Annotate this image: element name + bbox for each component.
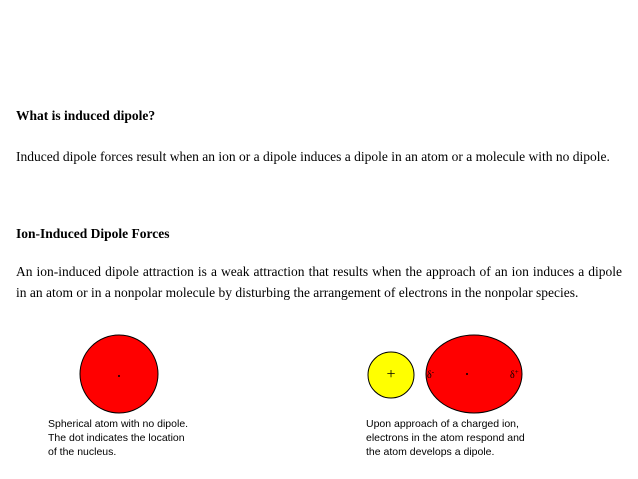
ion-charge-label: + xyxy=(386,366,396,383)
dipole-diagram xyxy=(0,330,638,420)
induced-dipole-definition: Induced dipole forces result when an ion or a dipole induces a dipole in an atom or a molecule with no dipole. xyxy=(16,149,610,164)
induced-dipole-heading: What is induced dipole? xyxy=(16,108,156,123)
polarized-nucleus-dot xyxy=(466,373,468,375)
caption-line: Upon approach of a charged ion, xyxy=(366,418,519,430)
caption-line: electrons in the atom respond and xyxy=(366,432,525,444)
delta-plus-label: δ+ xyxy=(510,368,519,381)
ion-induced-dipole-heading: Ion-Induced Dipole Forces xyxy=(16,226,170,241)
caption-line: The dot indicates the location xyxy=(48,432,185,444)
delta-minus-label: δ- xyxy=(427,368,435,381)
nucleus-dot xyxy=(118,375,120,377)
neutral-atom-caption xyxy=(48,417,188,459)
polarized-atom xyxy=(426,335,522,413)
ion-induced-dipole-description: An ion-induced dipole attraction is a weak attraction that results when the approach of an ion induces a dipole in an atom or in a nonpolar molecule by disturbing the arrangement of electrons in the nonpolar species. xyxy=(16,264,622,300)
caption-line: of the nucleus. xyxy=(48,446,117,458)
caption-line: Spherical atom with no dipole. xyxy=(48,418,189,430)
polarized-atom-caption xyxy=(366,417,525,459)
neutral-atom xyxy=(80,335,158,413)
caption-line: the atom develops a dipole. xyxy=(366,446,495,458)
